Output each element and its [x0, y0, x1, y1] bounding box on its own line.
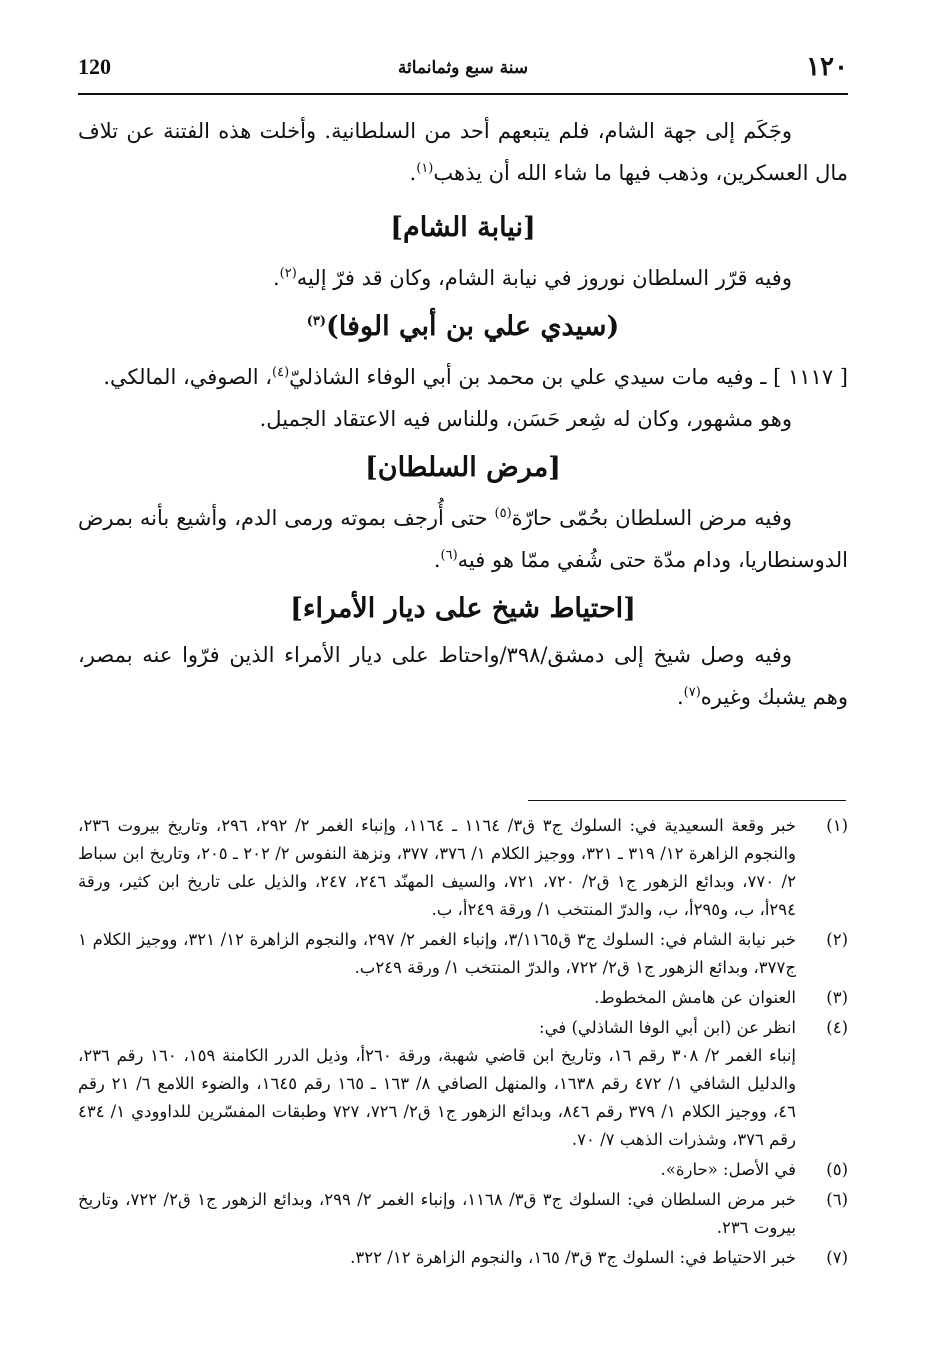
- header-divider: [78, 93, 848, 95]
- footnote-number: (٢): [826, 930, 848, 949]
- page-number-latin: 120: [78, 54, 111, 79]
- footnote-number: (٧): [826, 1248, 848, 1267]
- footnote-number: (٤): [826, 1018, 848, 1037]
- running-title: سنة سبع وثمانمائة: [397, 58, 529, 78]
- main-text: [78, 112, 848, 716]
- footnotes: [78, 812, 848, 1274]
- footnote-item: (١) خبر وقعة السعيدية في: السلوك ج٣ ق٣/ ١١٦٤ ـ ١١٦٤، وإنباء الغمر ٢/ ٢٩٢، ٢٩٦، وتاريخ بيروت ٢٣٦، والنجوم الزاهرة ١٢/ ٣١٩ ـ ٣٢١، ووجيز الكلام ١/ ٣٧٦، ٣٧٧، ونزهة النفوس ٢/ ٢٠٢ ـ ٢٠٥، وتاريخ ابن سباط ٢/ ٧٧٠، وبدائع الزهور ج١ ق٢/ ٧٢٠، ٧٢١، والسيف المهنّد ٢٤٦، ٢٤٧، والذيل على تاريخ ابن كثير، ورقة ٢٩٤أ، ب، و٢٩٥أ، ب، والدرّ المنتخب ١/ ورقة ٢٤٩أ، ب.: [78, 812, 848, 924]
- footnote-item: (٢) خبر نيابة الشام في: السلوك ج٣ ق٣/١١٦٥، وإنباء الغمر ٢/ ٢٩٧، والنجوم الزاهرة ١٢/ ٣٢١، ووجيز الكلام ١ ج٣٧٧، وبدائع الزهور ج١ ق٢/ ٧٢٢، والدرّ المنتخب ١/ ورقة ٢٤٩ب.: [78, 926, 848, 982]
- paragraph-3: [ ١١١٧ ] ـ وفيه مات سيدي علي بن محمد بن أبي الوفاء الشاذليّ$^{(٤)}$، الصوفي، المالكي.: [103, 365, 848, 389]
- footnote-number: (٦): [826, 1190, 848, 1209]
- section-heading-precaution: [احتياط شيخ على ديار الأمراء]: [290, 593, 636, 624]
- footnote-ref-4: (٤): [272, 365, 290, 380]
- paragraph-1: وجَكَم إلى جهة الشام، فلم يتبعهم أحد من السلطانية. وأخلت هذه الفتنة عن تلاف مال العسكرين، وذهب فيها ما شاء الله أن يذهب$^{(١)}$.: [78, 119, 848, 185]
- paragraph-6: وفيه وصل شيخ إلى دمشق/٣٩٨/واحتاط على ديار الأمراء الذين فرّوا عنه بمصر، وهم يشبك وغيره$^{(٧)}$.: [78, 643, 848, 709]
- footnote-number: (٣): [826, 988, 848, 1007]
- footnote-ref-6: (٦): [440, 548, 458, 563]
- section-heading-sidi-ali: (سيدي علي بن أبي الوفا)$^{(٣)}$: [306, 311, 620, 342]
- footnote-item: (٦) خبر مرض السلطان في: السلوك ج٣ ق٣/ ١١٦٨، وإنباء الغمر ٢/ ٢٩٩، وبدائع الزهور ج١ ق٢/ ٧٢٢، وتاريخ بيروت ٢٣٦.: [78, 1186, 848, 1242]
- footnote-number: (١): [826, 816, 848, 835]
- footnote-ref-7: (٧): [683, 685, 701, 700]
- page-header: [78, 52, 848, 92]
- footnote-number: (٥): [826, 1160, 848, 1179]
- paragraph-4: وهو مشهور، وكان له شِعر حَسَن، وللناس فيه الاعتقاد الجميل.: [259, 407, 792, 431]
- footnote-ref-2: (٢): [279, 266, 297, 281]
- footnote-item: (٣) العنوان عن هامش المخطوط.: [78, 984, 848, 1012]
- footnote-item: (٧) خبر الاحتياط في: السلوك ج٣ ق٣/ ١٦٥، والنجوم الزاهرة ١٢/ ٣٢٢.: [78, 1244, 848, 1272]
- section-heading-sham: [نيابة الشام]: [390, 212, 536, 243]
- paragraph-2: وفيه قرّر السلطان نوروز في نيابة الشام، وكان قد فرّ إليه$^{(٢)}$.: [272, 266, 792, 290]
- footnote-ref-3: (٣): [306, 314, 327, 329]
- section-heading-illness: [مرض السلطان]: [365, 452, 561, 483]
- page-number-arabic: ١٢٠: [806, 52, 848, 82]
- footnote-item: (٤) انظر عن (ابن أبي الوفا الشاذلي) في: إنباء الغمر ٢/ ٣٠٨ رقم ١٦، وتاريخ ابن قاضي شهبة، ورقة ٢٦٠أ، وذيل الدرر الكامنة ١٥٩، ١٦٠ رقم ٢٣٦، والدليل الشافي ١/ ٤٧٢ رقم ١٦٣٨، والمنهل الصافي ٨/ ١٦٣ ـ ١٦٥ رقم ١٦٤٥، والضوء اللامع ٦/ ٢١ رقم ٤٦، ووجيز الكلام ١/ ٣٧٩ رقم ٨٤٦، وبدائع الزهور ج١ ق٢/ ٧٢٦، ٧٢٧ وطبقات المفسّرين للداوودي ١/ ٤٣٤ رقم ٣٧٦، وشذرات الذهب ٧/ ٧٠.: [78, 1014, 848, 1154]
- paragraph-5: وفيه مرض السلطان بحُمّى حارّة$^{(٥)}$ حتى أُرجف بموته ورمى الدم، وأشيع بأنه بمرض الدوسنطاريا، ودام مدّة حتى شُفي ممّا هو فيه$^{(٦)}$.: [78, 506, 848, 572]
- footnote-divider: [528, 800, 846, 801]
- footnote-ref-5: (٥): [494, 506, 512, 521]
- footnote-ref-1: (١): [416, 161, 434, 176]
- footnote-item: (٥) في الأصل: «حارة».: [78, 1156, 848, 1184]
